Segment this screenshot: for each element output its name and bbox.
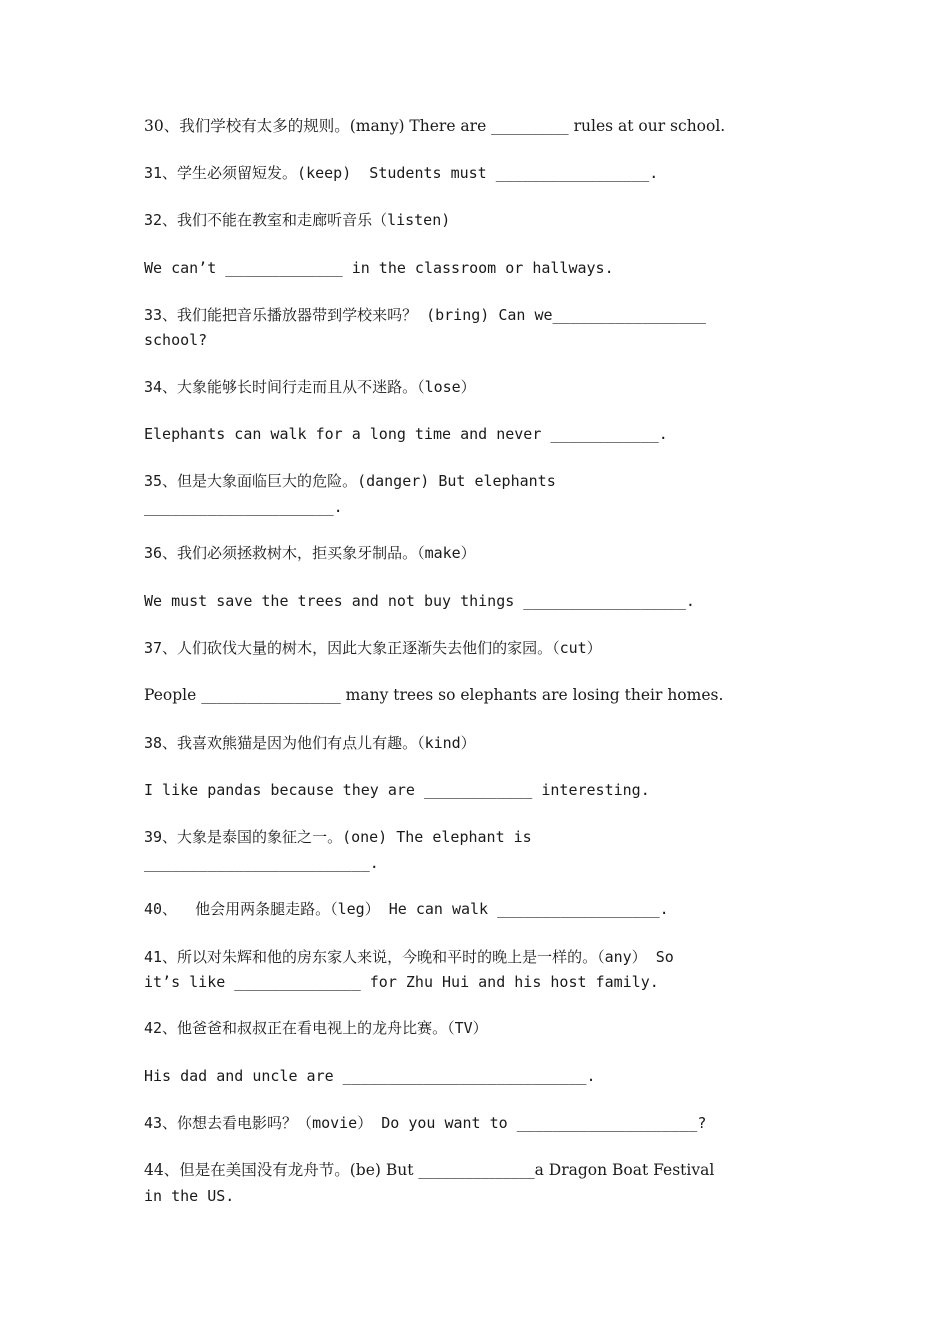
- question-32-answer-line: We can’t _____________ in the classroom or hallways.: [144, 259, 614, 277]
- question-44: 44、但是在美国没有龙舟节。(be) But _______________a Dragon Boat Festival: [144, 1161, 715, 1179]
- question-34: 34、大象能够长时间行走而且从不迷路。（lose）: [144, 378, 476, 396]
- question-31: 31、学生必须留短发。(keep) Students must _________________.: [144, 164, 659, 182]
- question-35: 35、但是大象面临巨大的危险。(danger) But elephants: [144, 472, 556, 490]
- question-33: 33、我们能把音乐播放器带到学校来吗？ (bring) Can we_________________: [144, 306, 707, 324]
- question-42-answer-line: His dad and uncle are ___________________________.: [144, 1067, 596, 1085]
- question-36: 36、我们必须拯救树木，拒买象牙制品。（make）: [144, 544, 476, 562]
- question-42: 42、他爸爸和叔叔正在看电视上的龙舟比赛。（TV）: [144, 1019, 488, 1037]
- question-40: 40、 他会用两条腿走路。（leg） He can walk __________________.: [144, 900, 669, 918]
- question-37-answer-line: People __________________ many trees so elephants are losing their homes.: [144, 686, 724, 704]
- question-34-answer-line: Elephants can walk for a long time and never ____________.: [144, 425, 668, 443]
- question-44-continuation: in the US.: [144, 1187, 235, 1205]
- question-36-answer-line: We must save the trees and not buy things __________________.: [144, 592, 695, 610]
- question-39-continuation: _________________________.: [144, 854, 379, 872]
- question-43: 43、你想去看电影吗？（movie） Do you want to ____________________?: [144, 1114, 707, 1132]
- question-38: 38、我喜欢熊猫是因为他们有点儿有趣。（kind）: [144, 734, 476, 752]
- question-30: 30、我们学校有太多的规则。(many) There are __________ rules at our school.: [144, 117, 726, 135]
- question-39: 39、大象是泰国的象征之一。(one) The elephant is: [144, 828, 532, 846]
- question-35-continuation: _____________________.: [144, 498, 343, 516]
- question-37: 37、人们砍伐大量的树木，因此大象正逐渐失去他们的家园。（cut）: [144, 639, 602, 657]
- question-33-continuation: school?: [144, 331, 208, 349]
- question-38-answer-line: I like pandas because they are ____________ interesting.: [144, 781, 650, 799]
- question-32: 32、我们不能在教室和走廊听音乐（listen): [144, 211, 451, 229]
- question-41: 41、所以对朱辉和他的房东家人来说，今晚和平时的晚上是一样的。（any） So: [144, 948, 674, 966]
- question-41-continuation: it’s like ______________ for Zhu Hui and his host family.: [144, 973, 659, 991]
